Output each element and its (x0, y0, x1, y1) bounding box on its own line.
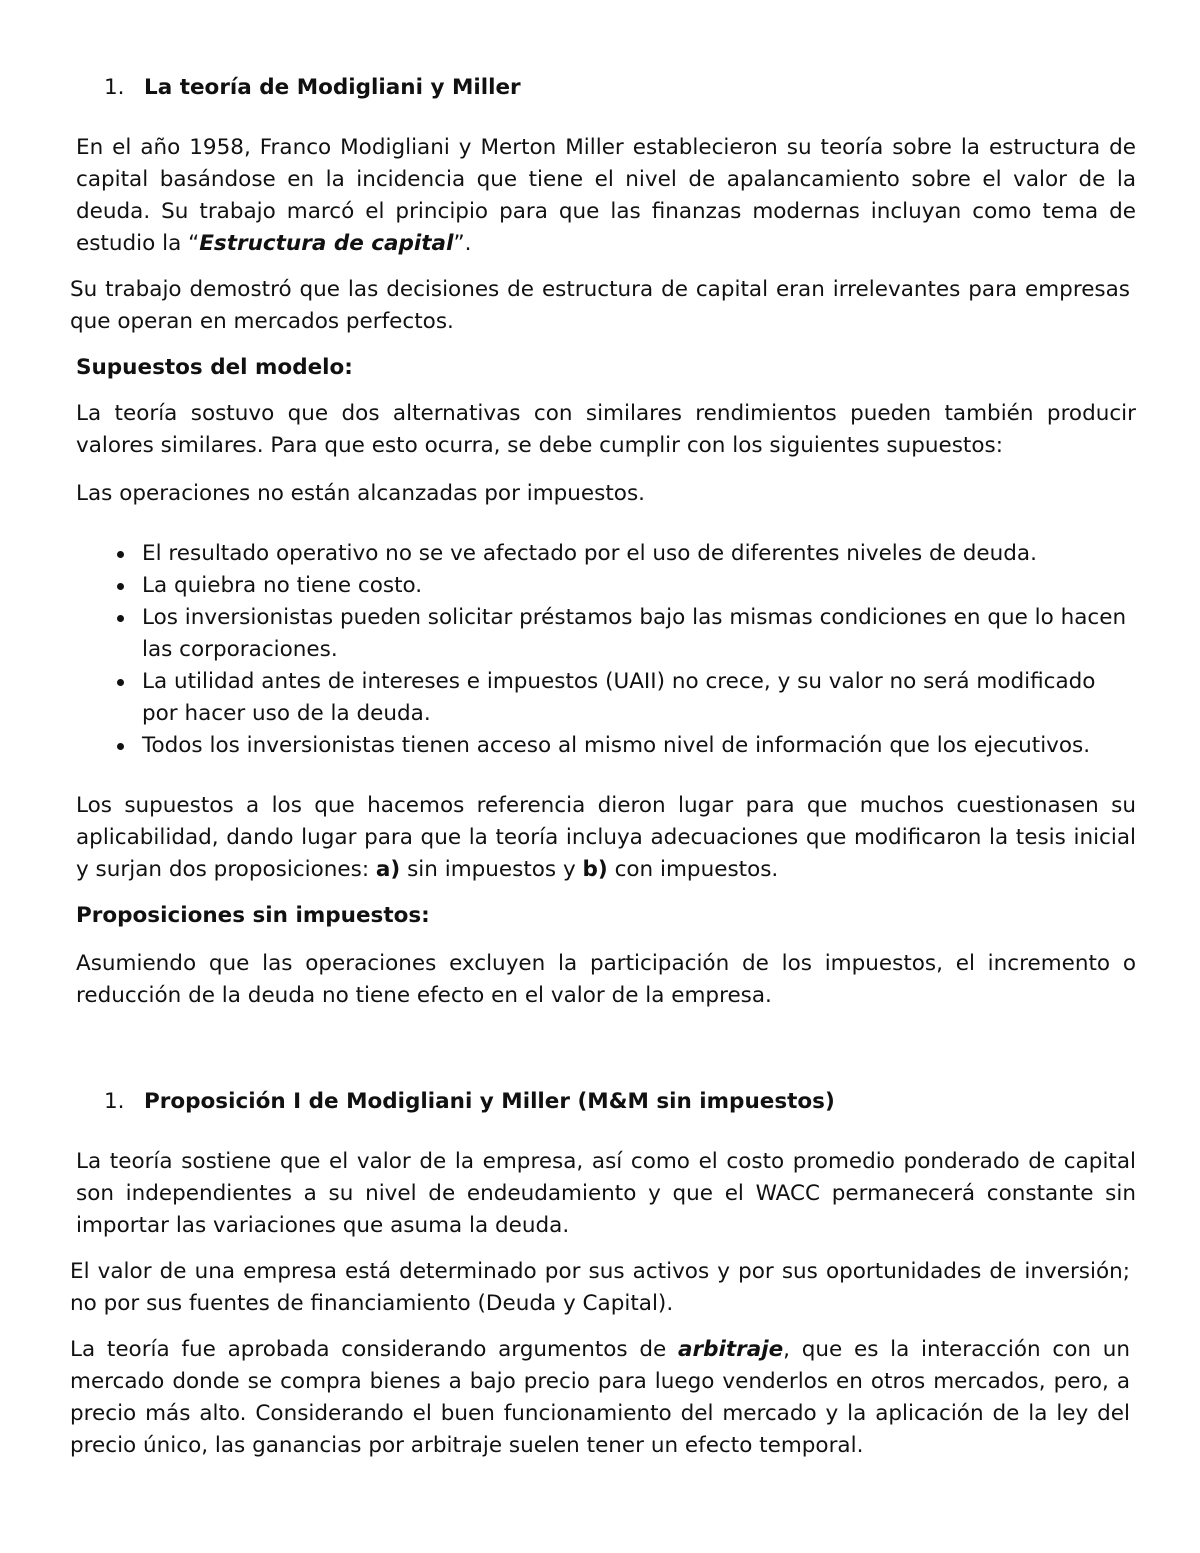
bullet-icon (117, 583, 124, 590)
label-b: b) (582, 857, 608, 882)
paragraph-irrelevance: Su trabajo demostró que las decisiones de estructura de capital eran irrelevantes para empresas que operan en mercados perfectos. (70, 277, 1130, 334)
paragraph-intro-text: En el año 1958, Franco Modigliani y Merton Miller establecieron su teoría sobre la estructura de capital basándose en la incidencia que tiene el nivel de apalancamiento sobre el valor de la deuda. Su trabajo marcó el principio para que las finanzas modernas incluyan como tema de estudio la “ (76, 135, 1136, 256)
list-item (70, 730, 1130, 762)
paragraph-arbitrage (70, 1334, 1130, 1462)
paragraph-no-taxes: Asumiendo que las operaciones excluyen la participación de los impuestos, el incremento o reducción de la deuda no tiene efecto en el valor de la empresa. (76, 951, 1136, 1008)
text-a: sin impuestos y (400, 857, 583, 882)
list-item-text: Todos los inversionistas tienen acceso al mismo nivel de información que los ejecutivos. (142, 733, 1091, 758)
section-2-title: Proposición I de Modigliani y Miller (M&M sin impuestos) (144, 1089, 835, 1114)
paragraph-theory: La teoría sostuvo que dos alternativas con similares rendimientos pueden también producir valores similares. Para que esto ocurra, se debe cumplir con los siguientes supuestos: (76, 401, 1136, 458)
emphasis-estructura-de-capital: Estructura de capital (199, 231, 454, 256)
label-a: a) (375, 857, 401, 882)
proposiciones-heading: Proposiciones sin impuestos: (76, 903, 430, 928)
paragraph-wacc: La teoría sostiene que el valor de la empresa, así como el costo promedio ponderado de capital son independientes a su nivel de endeudamiento y que el WACC permanecerá constante sin importar las variaciones que asuma la deuda. (76, 1149, 1136, 1238)
paragraph-propositions-text: Los supuestos a los que hacemos referencia dieron lugar para que muchos cuestionasen su aplicabilidad, dando lugar para que la teoría incluya adecuaciones que modificaron la tesis inicial y surjan dos proposiciones: (76, 793, 1136, 882)
bullet-icon (117, 615, 124, 622)
emphasis-arbitraje: arbitraje (677, 1337, 784, 1362)
list-item (70, 602, 1130, 666)
paragraph-intro-end: ”. (453, 231, 472, 256)
bullet-icon (117, 551, 124, 558)
section-1-title: La teoría de Modigliani y Miller (144, 75, 521, 100)
paragraph-taxes: Las operaciones no están alcanzadas por impuestos. (76, 481, 645, 506)
text-b: con impuestos. (607, 857, 779, 882)
list-item (70, 570, 1130, 602)
list-item (70, 666, 1130, 730)
supuestos-heading: Supuestos del modelo: (76, 355, 353, 380)
assumptions-list (70, 538, 1130, 762)
section-2-number: 1. (104, 1089, 125, 1114)
list-item-text: Los inversionistas pueden solicitar préstamos bajo las mismas condiciones en que lo hacen las corporaciones. (142, 605, 1127, 662)
bullet-icon (117, 743, 124, 750)
paragraph-intro (70, 132, 1136, 260)
paragraph-arbitrage-end: , que es la interacción con un mercado donde se compra bienes a bajo precio para luego venderlos en otros mercados, pero, a precio más alto. Considerando el buen funcionamiento del mercado y la aplicación de la ley del precio único, las ganancias por arbitraje suelen tener un efecto temporal. (70, 1337, 1130, 1458)
paragraph-value: El valor de una empresa está determinado por sus activos y por sus oportunidades de inversión; no por sus fuentes de financiamiento (Deuda y Capital). (70, 1259, 1130, 1316)
paragraph-propositions (70, 790, 1136, 886)
list-item-text: La quiebra no tiene costo. (142, 573, 423, 598)
paragraph-arbitrage-text: La teoría fue aprobada considerando argumentos de (70, 1337, 678, 1362)
section-1-number: 1. (104, 75, 125, 100)
list-item-text: La utilidad antes de intereses e impuestos (UAII) no crece, y su valor no será modificado por hacer uso de la deuda. (142, 669, 1096, 726)
list-item (70, 538, 1130, 570)
list-item-text: El resultado operativo no se ve afectado por el uso de diferentes niveles de deuda. (142, 541, 1037, 566)
bullet-icon (117, 679, 124, 686)
